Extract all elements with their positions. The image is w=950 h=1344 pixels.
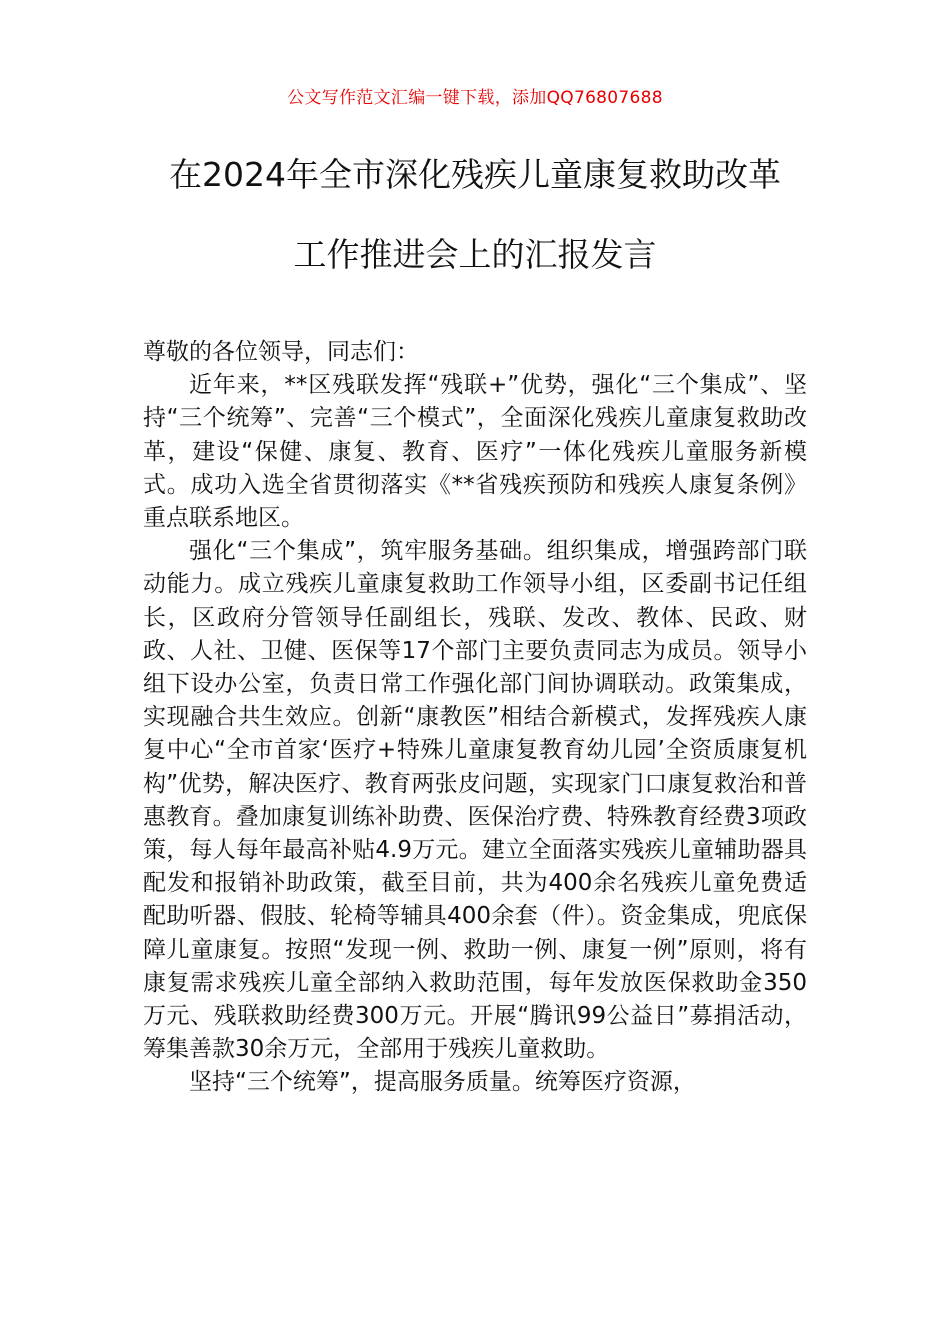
salutation: 尊敬的各位领导，同志们： xyxy=(143,339,419,365)
paragraph-intro: 近年来，**区残联发挥“残联+”优势，强化“三个集成”、坚持“三个统筹”、完善“三个模式”，全面深化残疾儿童康复救助改革，建设“保健、康复、教育、医疗”一体化残疾儿童服务新模式。成功入选全省贯彻落实《**省残疾预防和残疾人康复条例》重点联系地区。 xyxy=(143,372,807,532)
document-title-line-2: 工作推进会上的汇报发言 xyxy=(293,235,657,274)
download-banner[interactable]: 公文写作范文汇编一键下载，添加QQ76807688 xyxy=(287,88,663,108)
document-title-line-1: 在2024年全市深化残疾儿童康复救助改革 xyxy=(169,155,781,194)
paragraph-three-coordinations: 坚持“三个统筹”，提高服务质量。统筹医疗资源， xyxy=(189,1069,696,1096)
document-body xyxy=(143,336,807,1100)
paragraph-three-integrations: 强化“三个集成”，筑牢服务基础。组织集成，增强跨部门联动能力。成立残疾儿童康复救助工作领导小组，区委副书记任组长，区政府分管领导任副组长，残联、发改、教体、民政、财政、人社、卫健、医保等17个部门主要负责同志为成员。领导小组下设办公室，负责日常工作强化部门间协调联动。政策集成，实现融合共生效应。创新“康教医”相结合新模式，发挥残疾人康复中心“全市首家‘医疗+特殊儿童康复教育幼儿园’全资质康复机构”优势，解决医疗、教育两张皮问题，实现家门口康复救治和普惠教育。叠加康复训练补助费、医保治疗费、特殊教育经费3项政策，每人每年最高补贴4.9万元。建立全面落实残疾儿童辅助器具配发和报销补助政策，截至目前，共为400余名残疾儿童免费适配助听器、假肢、轮椅等辅具400余套（件）。资金集成，兜底保障儿童康复。按照“发现一例、救助一例、康复一例”原则，将有康复需求残疾儿童全部纳入救助范围，每年发放医保救助金350万元、残联救助经费300万元。开展“腾讯99公益日”募捐活动，筹集善款30余万元，全部用于残疾儿童救助。 xyxy=(143,538,807,1063)
